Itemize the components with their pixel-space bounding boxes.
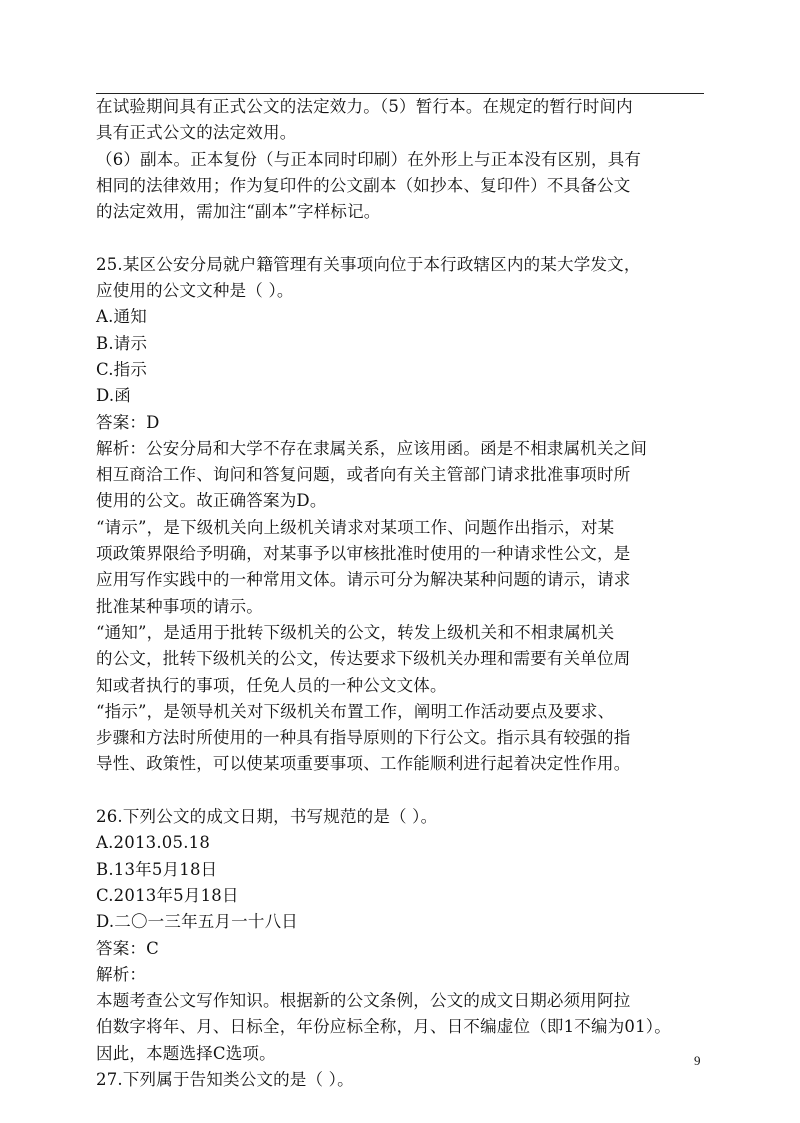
paragraph xyxy=(96,857,708,883)
paragraph xyxy=(96,252,708,305)
text-line: 解析： xyxy=(96,964,147,984)
text-line: 答案：C xyxy=(96,938,159,958)
paragraph xyxy=(96,147,708,226)
paragraph xyxy=(96,1067,708,1093)
paragraph xyxy=(96,909,708,935)
text-line: “请示”，是下级机关向上级机关请求对某项工作、问题作出指示，对某 xyxy=(96,517,615,537)
text-line: 解析：公安分局和大学不存在隶属关系，应该用函。函是不相隶属机关之间 xyxy=(96,438,648,458)
paragraph-gap xyxy=(96,778,708,804)
paragraph xyxy=(96,357,708,383)
text-line: D.函 xyxy=(96,386,131,406)
text-line: 相互商洽工作、询问和答复问题，或者向有关主管部门请求批准事项时所 xyxy=(96,465,631,485)
text-line: “通知”，是适用于批转下级机关的公文，转发上级机关和不相隶属机关 xyxy=(96,622,615,642)
text-line: 应用写作实践中的一种常用文体。请示可分为解决某种问题的请示，请求 xyxy=(96,570,631,590)
text-line: 使用的公文。故正确答案为D。 xyxy=(96,491,327,511)
text-line: 在试验期间具有正式公文的法定效力。（5）暂行本。在规定的暂行时间内 xyxy=(96,97,633,116)
text-line: A.通知 xyxy=(96,307,147,327)
paragraph xyxy=(96,304,708,330)
paragraph xyxy=(96,804,708,830)
paragraph xyxy=(96,962,708,988)
paragraph xyxy=(96,383,708,409)
paragraph xyxy=(96,936,708,962)
text-line: 项政策界限给予明确，对某事予以审核批准时使用的一种请求性公文，是 xyxy=(96,544,631,564)
paragraph-gap xyxy=(96,225,708,251)
text-line: 具有正式公文的法定效用。 xyxy=(96,123,297,143)
paragraph xyxy=(96,410,708,436)
paragraph xyxy=(96,436,708,515)
text-line: 答案：D xyxy=(96,412,160,432)
text-line: 批准某种事项的请示。 xyxy=(96,596,263,616)
text-line: “指示”，是领导机关对下级机关布置工作，阐明工作活动要点及要求、 xyxy=(96,701,615,721)
text-line: （6）副本。正本复份（与正本同时印刷）在外形上与正本没有区别，具有 xyxy=(96,149,642,169)
paragraph xyxy=(96,94,708,147)
text-line: 本题考查公文写作知识。根据新的公文条例，公文的成文日期必须用阿拉 xyxy=(96,991,631,1011)
text-line: 步骤和方法时所使用的一种具有指导原则的下行公文。指示具有较强的指 xyxy=(96,728,631,748)
text-line: B.13年5月18日 xyxy=(96,859,218,879)
page-number: 9 xyxy=(694,1053,701,1068)
text-line: 伯数字将年、月、日标全，年份应标全称，月、日不编虚位（即1不编为01）。 xyxy=(96,1017,671,1037)
text-line: 应使用的公文文种是（ ）。 xyxy=(96,281,294,301)
text-line: B.请示 xyxy=(96,333,148,353)
text-line: 26.下列公文的成文日期，书写规范的是（ ）。 xyxy=(96,807,438,827)
text-line: 27.下列属于告知类公文的是（ ）。 xyxy=(96,1069,354,1089)
text-line: C.指示 xyxy=(96,359,148,379)
text-line: 相同的法律效用；作为复印件的公文副本（如抄本、复印件）不具备公文 xyxy=(96,175,631,195)
text-line: C.2013年5月18日 xyxy=(96,885,239,905)
document-body xyxy=(96,94,708,1093)
text-line: D.二〇一三年五月一十八日 xyxy=(96,912,298,932)
paragraph xyxy=(96,988,708,1067)
paragraph xyxy=(96,515,708,620)
text-line: 导性、政策性，可以使某项重要事项、工作能顺利进行起着决定性作用。 xyxy=(96,754,631,774)
paragraph xyxy=(96,331,708,357)
text-line: 因此，本题选择C选项。 xyxy=(96,1043,276,1063)
text-line: 的公文，批转下级机关的公文，传达要求下级机关办理和需要有关单位周 xyxy=(96,649,631,669)
text-line: 25.某区公安分局就户籍管理有关事项向位于本行政辖区内的某大学发文， xyxy=(96,254,641,274)
text-line: 知或者执行的事项，任免人员的一种公文文体。 xyxy=(96,675,447,695)
text-line: 的法定效用，需加注“副本”字样标记。 xyxy=(96,202,381,222)
paragraph xyxy=(96,883,708,909)
paragraph xyxy=(96,620,708,699)
text-line: A.2013.05.18 xyxy=(96,833,211,853)
paragraph xyxy=(96,830,708,856)
paragraph xyxy=(96,699,708,778)
